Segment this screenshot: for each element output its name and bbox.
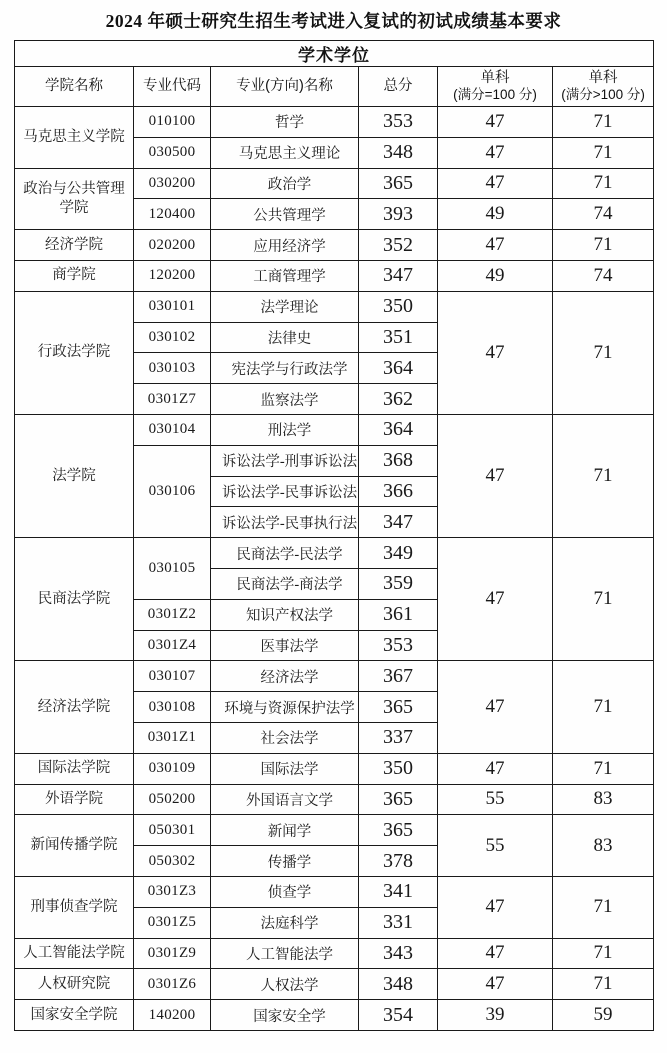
cell-single-gt100: 71 (553, 291, 654, 414)
cell-total: 348 (359, 137, 438, 168)
cell-single-eq100: 47 (438, 753, 553, 784)
cell-single-eq100: 47 (438, 414, 553, 537)
col-header-total-label: 总分 (383, 78, 413, 95)
cell-college: 民商法学院 (15, 538, 134, 661)
cell-code: 030200 (134, 168, 211, 199)
cell-single-eq100: 47 (438, 107, 553, 138)
col-header-single-eq100-sublabel: (满分=100 分) (453, 87, 537, 103)
col-header-single-eq100-label: 单科 (480, 70, 510, 86)
cell-code: 0301Z3 (134, 876, 211, 907)
cell-college: 经济法学院 (15, 661, 134, 753)
cell-code: 050302 (134, 846, 211, 877)
cell-code: 0301Z7 (134, 384, 211, 415)
cell-major: 宪法学与行政法学 (211, 353, 359, 384)
cell-total: 341 (359, 876, 438, 907)
cell-total: 365 (359, 692, 438, 723)
col-header-single-eq100 (438, 67, 553, 107)
cell-code: 020200 (134, 230, 211, 261)
cell-single-gt100: 71 (553, 661, 654, 753)
col-header-major (211, 67, 359, 107)
cell-code: 030104 (134, 414, 211, 445)
cell-total: 352 (359, 230, 438, 261)
cell-major: 刑法学 (211, 414, 359, 445)
table-row (15, 1000, 654, 1031)
cell-code: 030105 (134, 538, 211, 600)
cell-total: 351 (359, 322, 438, 353)
cell-total: 362 (359, 384, 438, 415)
scores-table (14, 40, 654, 1031)
table-body (15, 107, 654, 1031)
cell-major: 诉讼法学-民事执行法 (211, 507, 359, 538)
cell-college: 经济学院 (15, 230, 134, 261)
cell-total: 367 (359, 661, 438, 692)
cell-single-gt100: 71 (553, 168, 654, 199)
cell-total: 343 (359, 938, 438, 969)
cell-total: 350 (359, 291, 438, 322)
section-header: 学术学位 (15, 41, 654, 67)
cell-major: 马克思主义理论 (211, 137, 359, 168)
table-row (15, 876, 654, 907)
cell-major: 监察法学 (211, 384, 359, 415)
cell-total: 347 (359, 507, 438, 538)
cell-code: 030106 (134, 445, 211, 537)
col-header-college-label: 学院名称 (45, 78, 103, 95)
cell-code: 0301Z4 (134, 630, 211, 661)
cell-total: 347 (359, 260, 438, 291)
col-header-code (134, 67, 211, 107)
cell-single-gt100: 83 (553, 784, 654, 815)
cell-single-gt100: 71 (553, 753, 654, 784)
cell-single-eq100: 55 (438, 815, 553, 877)
cell-single-gt100: 71 (553, 969, 654, 1000)
cell-major: 哲学 (211, 107, 359, 138)
cell-total: 368 (359, 445, 438, 476)
cell-code: 030102 (134, 322, 211, 353)
cell-major: 外国语言文学 (211, 784, 359, 815)
cell-single-eq100: 47 (438, 661, 553, 753)
cell-major: 法庭科学 (211, 907, 359, 938)
table-row (15, 538, 654, 569)
cell-total: 365 (359, 815, 438, 846)
cell-total: 393 (359, 199, 438, 230)
cell-single-gt100: 71 (553, 230, 654, 261)
cell-code: 030500 (134, 137, 211, 168)
cell-code: 120200 (134, 260, 211, 291)
cell-total: 354 (359, 1000, 438, 1031)
table-row (15, 969, 654, 1000)
cell-major: 人权法学 (211, 969, 359, 1000)
table-head (15, 41, 654, 107)
cell-single-eq100: 49 (438, 199, 553, 230)
table-row (15, 107, 654, 138)
page-title: 2024 年硕士研究生招生考试进入复试的初试成绩基本要求 (105, 11, 562, 31)
cell-code: 030109 (134, 753, 211, 784)
section-header-row (15, 41, 654, 67)
cell-major: 法律史 (211, 322, 359, 353)
cell-major: 医事法学 (211, 630, 359, 661)
cell-college: 商学院 (15, 260, 134, 291)
cell-major: 公共管理学 (211, 199, 359, 230)
cell-total: 359 (359, 568, 438, 599)
cell-major: 国家安全学 (211, 1000, 359, 1031)
cell-single-gt100: 71 (553, 876, 654, 938)
cell-single-eq100: 47 (438, 538, 553, 661)
cell-code: 0301Z9 (134, 938, 211, 969)
cell-college: 人权研究院 (15, 969, 134, 1000)
table-row (15, 260, 654, 291)
cell-total: 365 (359, 784, 438, 815)
cell-major: 新闻学 (211, 815, 359, 846)
cell-single-gt100: 74 (553, 260, 654, 291)
cell-college: 马克思主义学院 (15, 107, 134, 169)
cell-major: 知识产权法学 (211, 599, 359, 630)
cell-college: 法学院 (15, 414, 134, 537)
cell-major: 经济法学 (211, 661, 359, 692)
cell-major: 传播学 (211, 846, 359, 877)
cell-single-eq100: 47 (438, 168, 553, 199)
cell-college: 刑事侦查学院 (15, 876, 134, 938)
cell-college: 新闻传播学院 (15, 815, 134, 877)
cell-major: 侦查学 (211, 876, 359, 907)
cell-code: 0301Z5 (134, 907, 211, 938)
cell-college: 人工智能法学院 (15, 938, 134, 969)
table-row (15, 661, 654, 692)
cell-code: 050200 (134, 784, 211, 815)
cell-college: 行政法学院 (15, 291, 134, 414)
col-header-single-gt100-sublabel: (满分>100 分) (561, 87, 645, 103)
cell-code: 030107 (134, 661, 211, 692)
cell-single-eq100: 47 (438, 969, 553, 1000)
cell-total: 337 (359, 722, 438, 753)
table-row (15, 815, 654, 846)
cell-major: 民商法学-民法学 (211, 538, 359, 569)
cell-major: 社会法学 (211, 722, 359, 753)
cell-code: 0301Z1 (134, 722, 211, 753)
table-row (15, 168, 654, 199)
table-row (15, 230, 654, 261)
cell-single-gt100: 74 (553, 199, 654, 230)
cell-code: 030101 (134, 291, 211, 322)
table-row (15, 291, 654, 322)
cell-total: 353 (359, 630, 438, 661)
cell-code: 0301Z2 (134, 599, 211, 630)
table-row (15, 414, 654, 445)
column-header-row (15, 67, 654, 107)
cell-total: 366 (359, 476, 438, 507)
cell-single-eq100: 47 (438, 137, 553, 168)
cell-single-eq100: 47 (438, 876, 553, 938)
cell-single-gt100: 71 (553, 938, 654, 969)
cell-total: 378 (359, 846, 438, 877)
cell-single-eq100: 55 (438, 784, 553, 815)
cell-single-eq100: 47 (438, 230, 553, 261)
cell-total: 349 (359, 538, 438, 569)
table-row (15, 938, 654, 969)
cell-college: 国家安全学院 (15, 1000, 134, 1031)
cell-college: 政治与公共管理学院 (15, 168, 134, 230)
cell-major: 民商法学-商法学 (211, 568, 359, 599)
cell-single-gt100: 71 (553, 414, 654, 537)
cell-single-eq100: 49 (438, 260, 553, 291)
cell-total: 364 (359, 414, 438, 445)
cell-code: 030103 (134, 353, 211, 384)
cell-code: 120400 (134, 199, 211, 230)
cell-single-gt100: 83 (553, 815, 654, 877)
cell-code: 030108 (134, 692, 211, 723)
cell-major: 诉讼法学-刑事诉讼法 (211, 445, 359, 476)
cell-code: 0301Z6 (134, 969, 211, 1000)
col-header-college (15, 67, 134, 107)
col-header-code-label: 专业代码 (143, 78, 201, 95)
cell-total: 364 (359, 353, 438, 384)
cell-single-eq100: 47 (438, 291, 553, 414)
cell-total: 331 (359, 907, 438, 938)
cell-total: 361 (359, 599, 438, 630)
col-header-single-gt100-label: 单科 (588, 70, 618, 86)
cell-single-eq100: 39 (438, 1000, 553, 1031)
cell-single-eq100: 47 (438, 938, 553, 969)
cell-major: 环境与资源保护法学 (211, 692, 359, 723)
col-header-major-label: 专业(方向)名称 (236, 78, 333, 95)
cell-total: 353 (359, 107, 438, 138)
col-header-total (359, 67, 438, 107)
cell-single-gt100: 59 (553, 1000, 654, 1031)
cell-major: 工商管理学 (211, 260, 359, 291)
cell-total: 348 (359, 969, 438, 1000)
cell-major: 政治学 (211, 168, 359, 199)
cell-major: 国际法学 (211, 753, 359, 784)
cell-major: 法学理论 (211, 291, 359, 322)
cell-total: 365 (359, 168, 438, 199)
cell-college: 外语学院 (15, 784, 134, 815)
table-row (15, 784, 654, 815)
cell-major: 应用经济学 (211, 230, 359, 261)
table-row (15, 753, 654, 784)
cell-single-gt100: 71 (553, 538, 654, 661)
col-header-single-gt100 (553, 67, 654, 107)
cell-code: 140200 (134, 1000, 211, 1031)
cell-code: 050301 (134, 815, 211, 846)
cell-major: 诉讼法学-民事诉讼法 (211, 476, 359, 507)
cell-college: 国际法学院 (15, 753, 134, 784)
cell-major: 人工智能法学 (211, 938, 359, 969)
cell-total: 350 (359, 753, 438, 784)
cell-code: 010100 (134, 107, 211, 138)
cell-single-gt100: 71 (553, 137, 654, 168)
cell-single-gt100: 71 (553, 107, 654, 138)
